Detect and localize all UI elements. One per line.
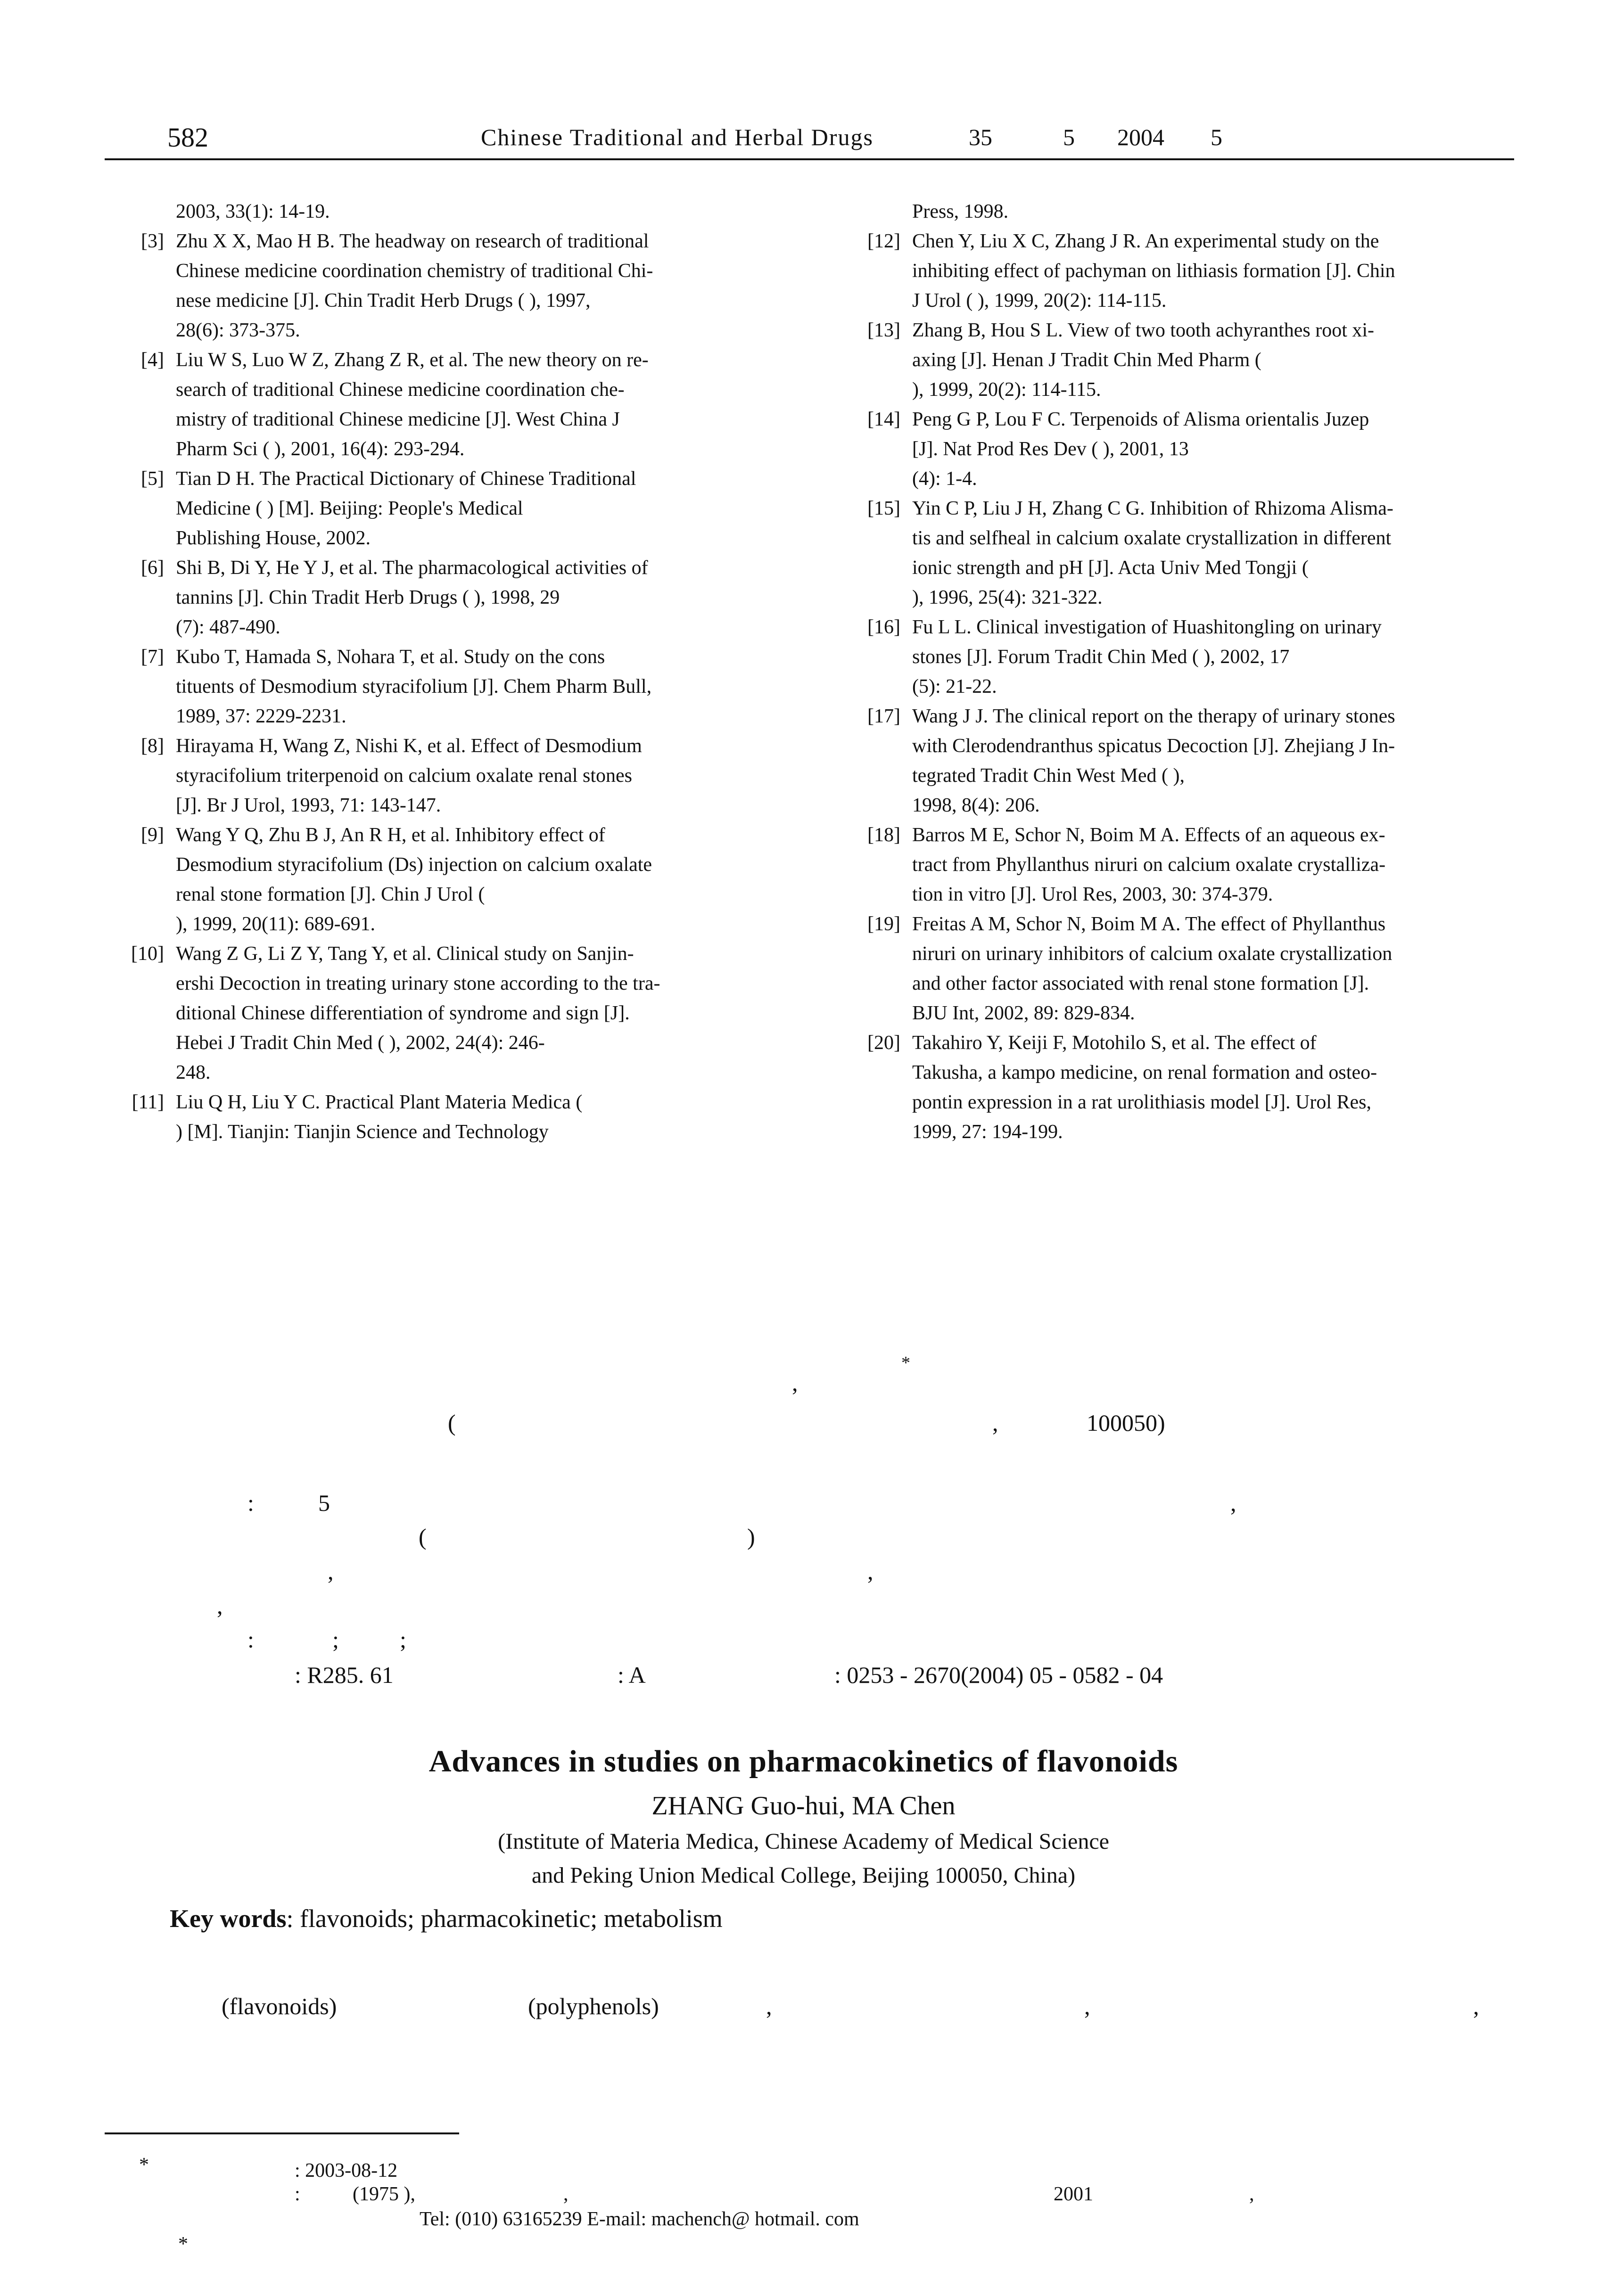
reference-line: [J]. Nat Prod Res Dev ( ), 2001, 13: [912, 438, 1189, 460]
reference-line: 28(6): 373-375.: [176, 320, 300, 341]
reference-item: [844, 910, 1518, 1028]
affiliation-open: (: [448, 1410, 456, 1436]
reference-line: Shi B, Di Y, He Y J, et al. The pharmacological activities of: [176, 557, 648, 579]
body-comma: ,: [1473, 1993, 1479, 2019]
reference-line: Tian D H. The Practical Dictionary of Chinese Traditional: [176, 468, 636, 490]
reference-line: Liu Q H, Liu Y C. Practical Plant Materia Medica (: [176, 1091, 583, 1113]
reference-item: [107, 820, 782, 939]
header-rule: [105, 158, 1514, 160]
reference-line: Pharm Sci ( ), 2001, 16(4): 293-294.: [176, 438, 465, 460]
reference-line: tannins [J]. Chin Tradit Herb Drugs ( ), 1998, 29: [176, 587, 560, 608]
reference-line: tract from Phyllanthus niruri on calcium oxalate crystalliza-: [912, 854, 1386, 876]
reference-line: 2003, 33(1): 14-19.: [176, 201, 330, 222]
keywords-cn-separator: ;: [400, 1626, 406, 1653]
reference-line: ), 1999, 20(11): 689-691.: [176, 913, 376, 935]
reference-line: ), 1996, 25(4): 321-322.: [912, 587, 1103, 608]
reference-line: 1998, 8(4): 206.: [912, 795, 1040, 816]
reference-line: Chinese medicine coordination chemistry of traditional Chi-: [176, 260, 653, 282]
reference-number: [19]: [867, 913, 900, 935]
reference-number: [9]: [141, 824, 164, 846]
affiliation-postcode: 100050): [1087, 1410, 1165, 1436]
reference-line: J Urol ( ), 1999, 20(2): 114-115.: [912, 290, 1167, 312]
reference-number: [7]: [141, 646, 164, 668]
reference-line: Chen Y, Liu X C, Zhang J R. An experimental study on the: [912, 230, 1379, 252]
reference-line: and other factor associated with renal stone formation [J].: [912, 973, 1369, 994]
reference-line: Press, 1998.: [912, 201, 1009, 222]
reference-line: Hebei J Tradit Chin Med ( ), 2002, 24(4): 246-: [176, 1032, 545, 1054]
reference-line: (4): 1-4.: [912, 468, 977, 490]
reference-item: [844, 1028, 1518, 1147]
reference-line: tis and selfheal in calcium oxalate crystallization in different: [912, 527, 1392, 549]
reference-item: [844, 197, 1518, 227]
reference-number: [3]: [141, 230, 164, 252]
reference-number: [17]: [867, 705, 900, 727]
author-separator: ,: [792, 1369, 798, 1396]
reference-number: [12]: [867, 230, 900, 252]
reference-item: [107, 731, 782, 820]
reference-number: [8]: [141, 735, 164, 757]
footnote-bio-year2: 2001: [1054, 2183, 1093, 2205]
english-title: Advances in studies on pharmacokinetics of flavonoids: [429, 1744, 1178, 1779]
footnote-received-date: : 2003-08-12: [295, 2160, 398, 2181]
journal-issue: 5: [1063, 124, 1075, 150]
reference-line: styracifolium triterpenoid on calcium oxalate renal stones: [176, 765, 633, 787]
body-term-flavonoids: (flavonoids): [222, 1993, 337, 2019]
keywords-list: : flavonoids; pharmacokinetic; metabolism: [286, 1904, 723, 1933]
reference-number: [4]: [141, 349, 164, 371]
reference-line: nese medicine [J]. Chin Tradit Herb Drugs ( ), 1997,: [176, 290, 591, 312]
reference-item: [844, 316, 1518, 405]
keywords-cn-colon: :: [247, 1626, 254, 1653]
document-code: : A: [618, 1662, 646, 1688]
reference-item: [844, 820, 1518, 910]
reference-line: (5): 21-22.: [912, 676, 997, 697]
keywords-cn-separator: ;: [332, 1626, 339, 1653]
reference-item: [844, 494, 1518, 613]
reference-item: [107, 345, 782, 464]
article-id: : 0253 - 2670(2004) 05 - 0582 - 04: [834, 1662, 1163, 1688]
reference-number: [15]: [867, 498, 900, 519]
footnote-contact: Tel: (010) 63165239 E-mail: machench@ hotmail. com: [420, 2208, 859, 2230]
reference-line: Fu L L. Clinical investigation of Huashitongling on urinary: [912, 616, 1382, 638]
reference-line: Takusha, a kampo medicine, on renal formation and osteo-: [912, 1062, 1377, 1083]
reference-item: [107, 553, 782, 642]
reference-number: [16]: [867, 616, 900, 638]
keywords-label: Key words: [170, 1904, 287, 1933]
reference-line: Peng G P, Lou F C. Terpenoids of Alisma orientalis Juzep: [912, 409, 1369, 430]
reference-line: Wang Y Q, Zhu B J, An R H, et al. Inhibitory effect of: [176, 824, 605, 846]
reference-line: ), 1999, 20(2): 114-115.: [912, 379, 1101, 401]
reference-line: Zhu X X, Mao H B. The headway on research of traditional: [176, 230, 649, 252]
reference-line: axing [J]. Henan J Tradit Chin Med Pharm (: [912, 349, 1261, 371]
journal-month: 5: [1211, 124, 1222, 150]
journal-year: 2004: [1117, 124, 1164, 150]
abstract-paren-close: ): [747, 1524, 755, 1550]
footnote-bio-year: (1975 ),: [353, 2183, 415, 2205]
body-term-polyphenols: (polyphenols): [528, 1993, 659, 2019]
reference-number: [10]: [131, 943, 164, 965]
abstract-paren-open: (: [419, 1524, 427, 1550]
reference-line: Yin C P, Liu J H, Zhang C G. Inhibition of Rhizoma Alisma-: [912, 498, 1393, 519]
references-right-column: [844, 197, 1518, 1147]
reference-line: [J]. Br J Urol, 1993, 71: 143-147.: [176, 795, 441, 816]
reference-line: inhibiting effect of pachyman on lithiasis formation [J]. Chin: [912, 260, 1395, 282]
reference-line: search of traditional Chinese medicine coordination che-: [176, 379, 625, 401]
reference-number: [11]: [132, 1091, 164, 1113]
reference-line: ditional Chinese differentiation of syndrome and sign [J].: [176, 1002, 630, 1024]
reference-line: Takahiro Y, Keiji F, Motohilo S, et al. The effect of: [912, 1032, 1317, 1054]
reference-line: Freitas A M, Schor N, Boim M A. The effect of Phyllanthus: [912, 913, 1386, 935]
author-asterisk: *: [901, 1353, 910, 1373]
english-authors: ZHANG Guo-hui, MA Chen: [651, 1791, 956, 1820]
reference-line: 248.: [176, 1062, 211, 1083]
reference-line: niruri on urinary inhibitors of calcium oxalate crystallization: [912, 943, 1393, 965]
reference-line: mistry of traditional Chinese medicine [J]. West China J: [176, 409, 620, 430]
reference-number: [20]: [867, 1032, 900, 1054]
english-affiliation-line-1: (Institute of Materia Medica, Chinese Academy of Medical Science: [498, 1829, 1109, 1854]
footnote-bio-comma2: ,: [1249, 2183, 1254, 2205]
footnote-bio-comma: ,: [563, 2183, 569, 2205]
english-keywords: [170, 1904, 723, 1933]
journal-name: Chinese Traditional and Herbal Drugs: [481, 124, 874, 150]
reference-line: renal stone formation [J]. Chin J Urol (: [176, 884, 485, 905]
reference-line: tion in vitro [J]. Urol Res, 2003, 30: 374-379.: [912, 884, 1273, 905]
reference-item: [844, 702, 1518, 820]
abstract-comma: ,: [1230, 1490, 1236, 1516]
reference-line: Wang Z G, Li Z Y, Tang Y, et al. Clinical study on Sanjin-: [176, 943, 634, 965]
reference-line: Zhang B, Hou S L. View of two tooth achyranthes root xi-: [912, 320, 1375, 341]
footnote-rule: [105, 2132, 459, 2134]
reference-line: pontin expression in a rat urolithiasis model [J]. Urol Res,: [912, 1091, 1372, 1113]
reference-number: [18]: [867, 824, 900, 846]
reference-item: [107, 227, 782, 345]
classification-code: : R285. 61: [295, 1662, 394, 1688]
reference-line: stones [J]. Forum Tradit Chin Med ( ), 2002, 17: [912, 646, 1290, 668]
affiliation-comma: ,: [992, 1410, 998, 1436]
abstract-comma: ,: [328, 1558, 334, 1584]
reference-line: ershi Decoction in treating urinary stone according to the tra-: [176, 973, 660, 994]
abstract-comma: ,: [867, 1558, 874, 1584]
reference-item: [844, 227, 1518, 316]
footnote-bio-colon: :: [295, 2183, 300, 2205]
reference-item: [107, 939, 782, 1088]
reference-line: Publishing House, 2002.: [176, 527, 371, 549]
reference-number: [13]: [867, 320, 900, 341]
reference-line: (7): 487-490.: [176, 616, 280, 638]
reference-line: Liu W S, Luo W Z, Zhang Z R, et al. The new theory on re-: [176, 349, 649, 371]
reference-line: Hirayama H, Wang Z, Nishi K, et al. Effect of Desmodium: [176, 735, 642, 757]
english-affiliation-line-2: and Peking Union Medical College, Beijing 100050, China): [531, 1863, 1076, 1888]
references-left-column: [107, 197, 782, 1147]
reference-line: ) [M]. Tianjin: Tianjin Science and Technology: [176, 1121, 549, 1143]
abstract-number: 5: [318, 1490, 330, 1516]
reference-line: tituents of Desmodium styracifolium [J]. Chem Pharm Bull,: [176, 676, 652, 697]
reference-number: [6]: [141, 557, 164, 579]
page-number: 582: [167, 122, 208, 153]
reference-line: BJU Int, 2002, 89: 829-834.: [912, 1002, 1135, 1024]
reference-line: 1989, 37: 2229-2231.: [176, 705, 346, 727]
reference-line: Barros M E, Schor N, Boim M A. Effects of an aqueous ex-: [912, 824, 1385, 846]
reference-item: [107, 197, 782, 227]
reference-item: [844, 613, 1518, 702]
footnote-star: *: [178, 2233, 188, 2255]
abstract-comma: ,: [217, 1592, 223, 1619]
reference-item: [107, 464, 782, 553]
body-comma: ,: [766, 1993, 772, 2019]
reference-line: Medicine ( ) [M]. Beijing: People's Medical: [176, 498, 523, 519]
reference-line: 1999, 27: 194-199.: [912, 1121, 1063, 1143]
reference-item: [107, 642, 782, 731]
journal-volume: 35: [969, 124, 992, 150]
reference-item: [844, 405, 1518, 494]
reference-line: ionic strength and pH [J]. Acta Univ Med Tongji (: [912, 557, 1309, 579]
abstract-label-colon: :: [247, 1490, 254, 1516]
footnote-star: *: [139, 2154, 149, 2176]
reference-line: Wang J J. The clinical report on the therapy of urinary stones: [912, 705, 1395, 727]
reference-line: with Clerodendranthus spicatus Decoction [J]. Zhejiang J In-: [912, 735, 1395, 757]
reference-line: Desmodium styracifolium (Ds) injection on calcium oxalate: [176, 854, 652, 876]
reference-line: Kubo T, Hamada S, Nohara T, et al. Study on the cons: [176, 646, 605, 668]
reference-line: tegrated Tradit Chin West Med ( ),: [912, 765, 1185, 787]
reference-number: [14]: [867, 409, 900, 430]
body-comma: ,: [1084, 1993, 1090, 2019]
reference-number: [5]: [141, 468, 164, 490]
reference-item: [107, 1088, 782, 1147]
